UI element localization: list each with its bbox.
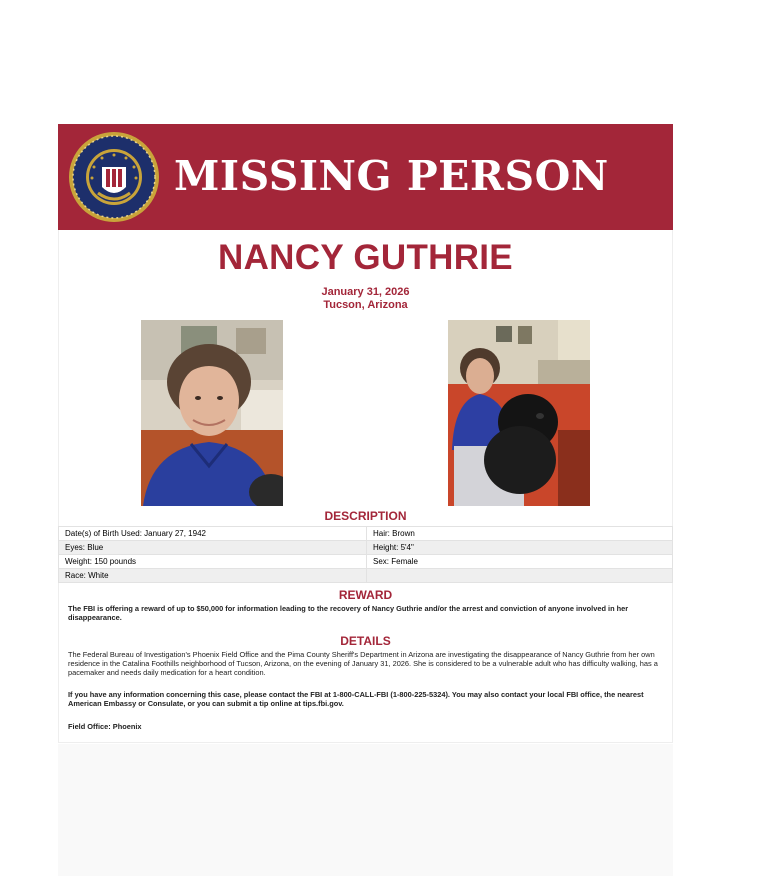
description-cell: Hair: Brown xyxy=(367,527,673,541)
banner xyxy=(58,124,673,230)
description-cell: Eyes: Blue xyxy=(59,541,367,555)
description-cell xyxy=(367,569,673,583)
missing-location: Tucson, Arizona xyxy=(323,299,408,311)
description-cell: Weight: 150 pounds xyxy=(59,555,367,569)
description-cell: Race: White xyxy=(59,569,367,583)
table-row xyxy=(59,555,673,569)
table-row xyxy=(59,569,673,583)
field-office: Field Office: Phoenix xyxy=(68,722,142,731)
description-table xyxy=(58,526,673,583)
description-cell: Sex: Female xyxy=(367,555,673,569)
reward-text: The FBI is offering a reward of up to $50,000 for information leading to the recovery of Nancy Guthrie and/or the arrest and conviction of anyone involved in her disappearance. xyxy=(68,604,629,622)
table-row xyxy=(59,527,673,541)
details-heading: DETAILS xyxy=(340,634,391,648)
missing-person-poster xyxy=(58,124,673,744)
description-cell: Height: 5'4" xyxy=(367,541,673,555)
reward-heading: REWARD xyxy=(338,588,393,602)
banner-title: MISSING PERSON xyxy=(174,152,609,200)
description-heading: DESCRIPTION xyxy=(324,509,407,523)
contact-text: If you have any information concerning this case, please contact the FBI at 1-800-CALL-FBI (1-800-225-5324). You may also contact your local FBI office, the nearest American Embassy or Consulate, or you can submit a tip online at tips.fbi.gov. xyxy=(68,690,644,708)
table-row xyxy=(59,541,673,555)
missing-date: January 31, 2026 xyxy=(321,286,410,298)
details-text: The Federal Bureau of Investigation's Phoenix Field Office and the Pima County Sheriff's Department in Arizona are investigating the disappearance of Nancy Guthrie from her own residence in the Catalina Foothills neighborhood of Tucson, Arizona, on the evening of January 31, 2026. She is considered to be a vulnerable adult who has difficulty walking, has a pacemaker and needs daily medication for a heart condition. xyxy=(68,650,658,677)
photo-with-dog xyxy=(448,320,590,506)
page-background-strip xyxy=(58,744,673,876)
fbi-seal-icon xyxy=(68,131,160,223)
person-name: NANCY GUTHRIE xyxy=(218,238,513,277)
photo-portrait xyxy=(141,320,283,506)
description-cell: Date(s) of Birth Used: January 27, 1942 xyxy=(59,527,367,541)
